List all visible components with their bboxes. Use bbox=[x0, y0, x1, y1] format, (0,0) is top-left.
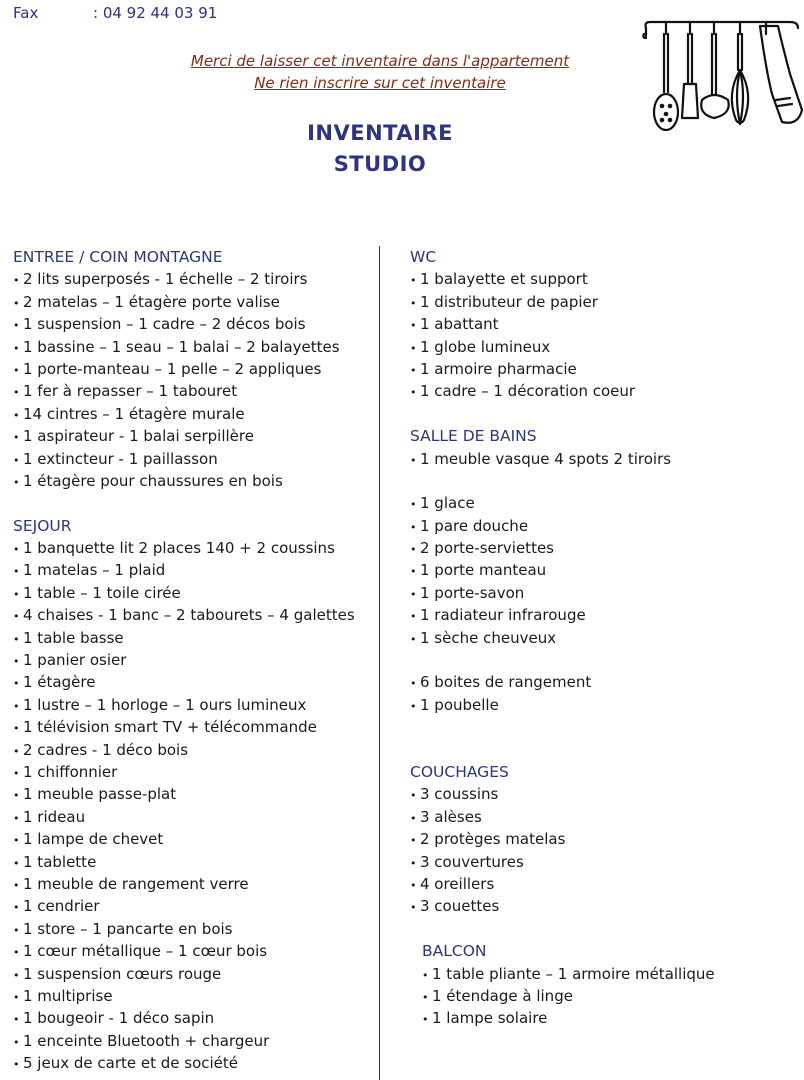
list-item: • 1 suspension – 1 cadre – 2 décos bois bbox=[13, 315, 306, 334]
list-item: • 1 table basse bbox=[13, 628, 124, 647]
list-item: • 3 alèses bbox=[410, 807, 482, 826]
balcon-block bbox=[410, 940, 800, 1030]
list-item: • 1 sèche cheuveux bbox=[410, 628, 557, 647]
list-item: • 1 rideau bbox=[13, 807, 86, 826]
notice-line-1: Merci de laisser cet inventaire dans l'appartement bbox=[190, 52, 570, 70]
list-item: • 1 bassine – 1 seau – 1 balai – 2 balayettes bbox=[13, 337, 340, 356]
list-item: • 1 cœur métallique – 1 cœur bois bbox=[13, 942, 268, 961]
list-item: • 1 table – 1 toile cirée bbox=[13, 583, 181, 602]
section-title-salle-de-bains: SALLE DE BAINS bbox=[410, 427, 537, 446]
list-item: • 3 couvertures bbox=[410, 852, 524, 871]
list-item: • 2 protèges matelas bbox=[410, 830, 566, 849]
couchages-list bbox=[410, 783, 800, 917]
list-item: • 1 lustre – 1 horloge – 1 ours lumineux bbox=[13, 695, 307, 714]
fax-number: : 04 92 44 03 91 bbox=[93, 4, 218, 22]
section-title-wc: WC bbox=[410, 248, 437, 266]
list-item: • 1 porte manteau bbox=[410, 561, 547, 580]
list-item: • 1 chiffonnier bbox=[13, 762, 118, 781]
list-item: • 1 distributeur de papier bbox=[410, 292, 598, 311]
sejour-list bbox=[13, 537, 373, 1074]
list-item: • 1 pare douche bbox=[410, 516, 529, 535]
list-item: • 3 couettes bbox=[410, 897, 500, 916]
list-item: • 4 oreillers bbox=[410, 874, 495, 893]
list-item: • 1 meuble de rangement verre bbox=[13, 874, 249, 893]
fax-label: Fax bbox=[13, 4, 39, 22]
column-divider bbox=[379, 246, 380, 1080]
kitchen-utensils-icon bbox=[640, 14, 804, 134]
list-item: • 1 cadre – 1 décoration coeur bbox=[410, 382, 636, 401]
list-item: • 2 matelas – 1 étagère porte valise bbox=[13, 292, 280, 311]
list-item: • 2 lits superposés - 1 échelle – 2 tiroirs bbox=[13, 270, 308, 289]
list-item: • 1 radiateur infrarouge bbox=[410, 606, 586, 625]
list-item: • 1 porte-savon bbox=[410, 583, 525, 602]
list-item: • 2 porte-serviettes bbox=[410, 539, 554, 558]
left-column bbox=[13, 246, 373, 1074]
list-item: • 1 lampe solaire bbox=[422, 1009, 548, 1028]
list-item: • 1 lampe de chevet bbox=[13, 830, 164, 849]
list-item: • 1 porte-manteau – 1 pelle – 2 appliques bbox=[13, 359, 322, 378]
list-item: • 1 aspirateur - 1 balai serpillère bbox=[13, 427, 254, 446]
list-item: • 6 boites de rangement bbox=[410, 673, 592, 692]
list-item: • 1 panier osier bbox=[13, 651, 127, 670]
fax-line bbox=[13, 4, 217, 22]
list-item: • 3 coussins bbox=[410, 785, 499, 804]
list-item: • 1 extincteur - 1 paillasson bbox=[13, 449, 218, 468]
list-item: • 1 matelas – 1 plaid bbox=[13, 561, 166, 580]
list-item: • 1 banquette lit 2 places 140 + 2 coussins bbox=[13, 539, 335, 558]
list-item: • 1 étagère bbox=[13, 673, 96, 692]
list-item: • 1 tablette bbox=[13, 852, 97, 871]
list-item: • 1 meuble vasque 4 spots 2 tiroirs bbox=[410, 449, 672, 468]
list-item: • 1 armoire pharmacie bbox=[410, 359, 577, 378]
list-item: • 1 store – 1 pancarte en bois bbox=[13, 919, 233, 938]
entree-list bbox=[13, 268, 373, 492]
list-item: • 2 cadres - 1 déco bois bbox=[13, 740, 189, 759]
list-item: • 1 glace bbox=[410, 494, 475, 513]
list-item: • 5 jeux de carte et de société bbox=[13, 1054, 239, 1073]
list-item: • 1 bougeoir - 1 déco sapin bbox=[13, 1009, 215, 1028]
section-title-sejour: SEJOUR bbox=[13, 516, 72, 535]
wc-list bbox=[410, 268, 800, 402]
section-title-entree: ENTREE / COIN MONTAGNE bbox=[13, 248, 223, 266]
list-item: • 1 multiprise bbox=[13, 986, 113, 1005]
list-item: • 1 étendage à linge bbox=[422, 986, 573, 1005]
list-item: • 1 télévision smart TV + télécommande bbox=[13, 718, 317, 737]
list-item: • 1 suspension cœurs rouge bbox=[13, 964, 222, 983]
list-item: • 1 balayette et support bbox=[410, 270, 588, 289]
list-item: • 1 cendrier bbox=[13, 897, 100, 916]
section-title-balcon: BALCON bbox=[422, 942, 487, 961]
list-item: • 1 meuble passe-plat bbox=[13, 785, 177, 804]
title-line-2: STUDIO bbox=[333, 152, 427, 176]
list-item: • 1 table pliante – 1 armoire métallique bbox=[422, 964, 715, 983]
list-item: • 1 globe lumineux bbox=[410, 337, 551, 356]
notice-line-2: Ne rien inscrire sur cet inventaire bbox=[254, 74, 506, 92]
list-item: • 1 abattant bbox=[410, 315, 499, 334]
section-title-couchages: COUCHAGES bbox=[410, 763, 509, 781]
list-item: • 1 fer à repasser – 1 tabouret bbox=[13, 382, 238, 401]
list-item: • 14 cintres – 1 étagère murale bbox=[13, 404, 245, 423]
list-item: • 1 étagère pour chaussures en bois bbox=[13, 471, 283, 490]
list-item: • 4 chaises - 1 banc – 2 tabourets – 4 galettes bbox=[13, 606, 355, 625]
right-column bbox=[410, 246, 800, 1030]
list-item: • 1 poubelle bbox=[410, 695, 499, 714]
title-line-1: INVENTAIRE bbox=[307, 121, 453, 145]
salle-de-bains-list bbox=[410, 448, 800, 717]
list-item: • 1 enceinte Bluetooth + chargeur bbox=[13, 1031, 270, 1050]
